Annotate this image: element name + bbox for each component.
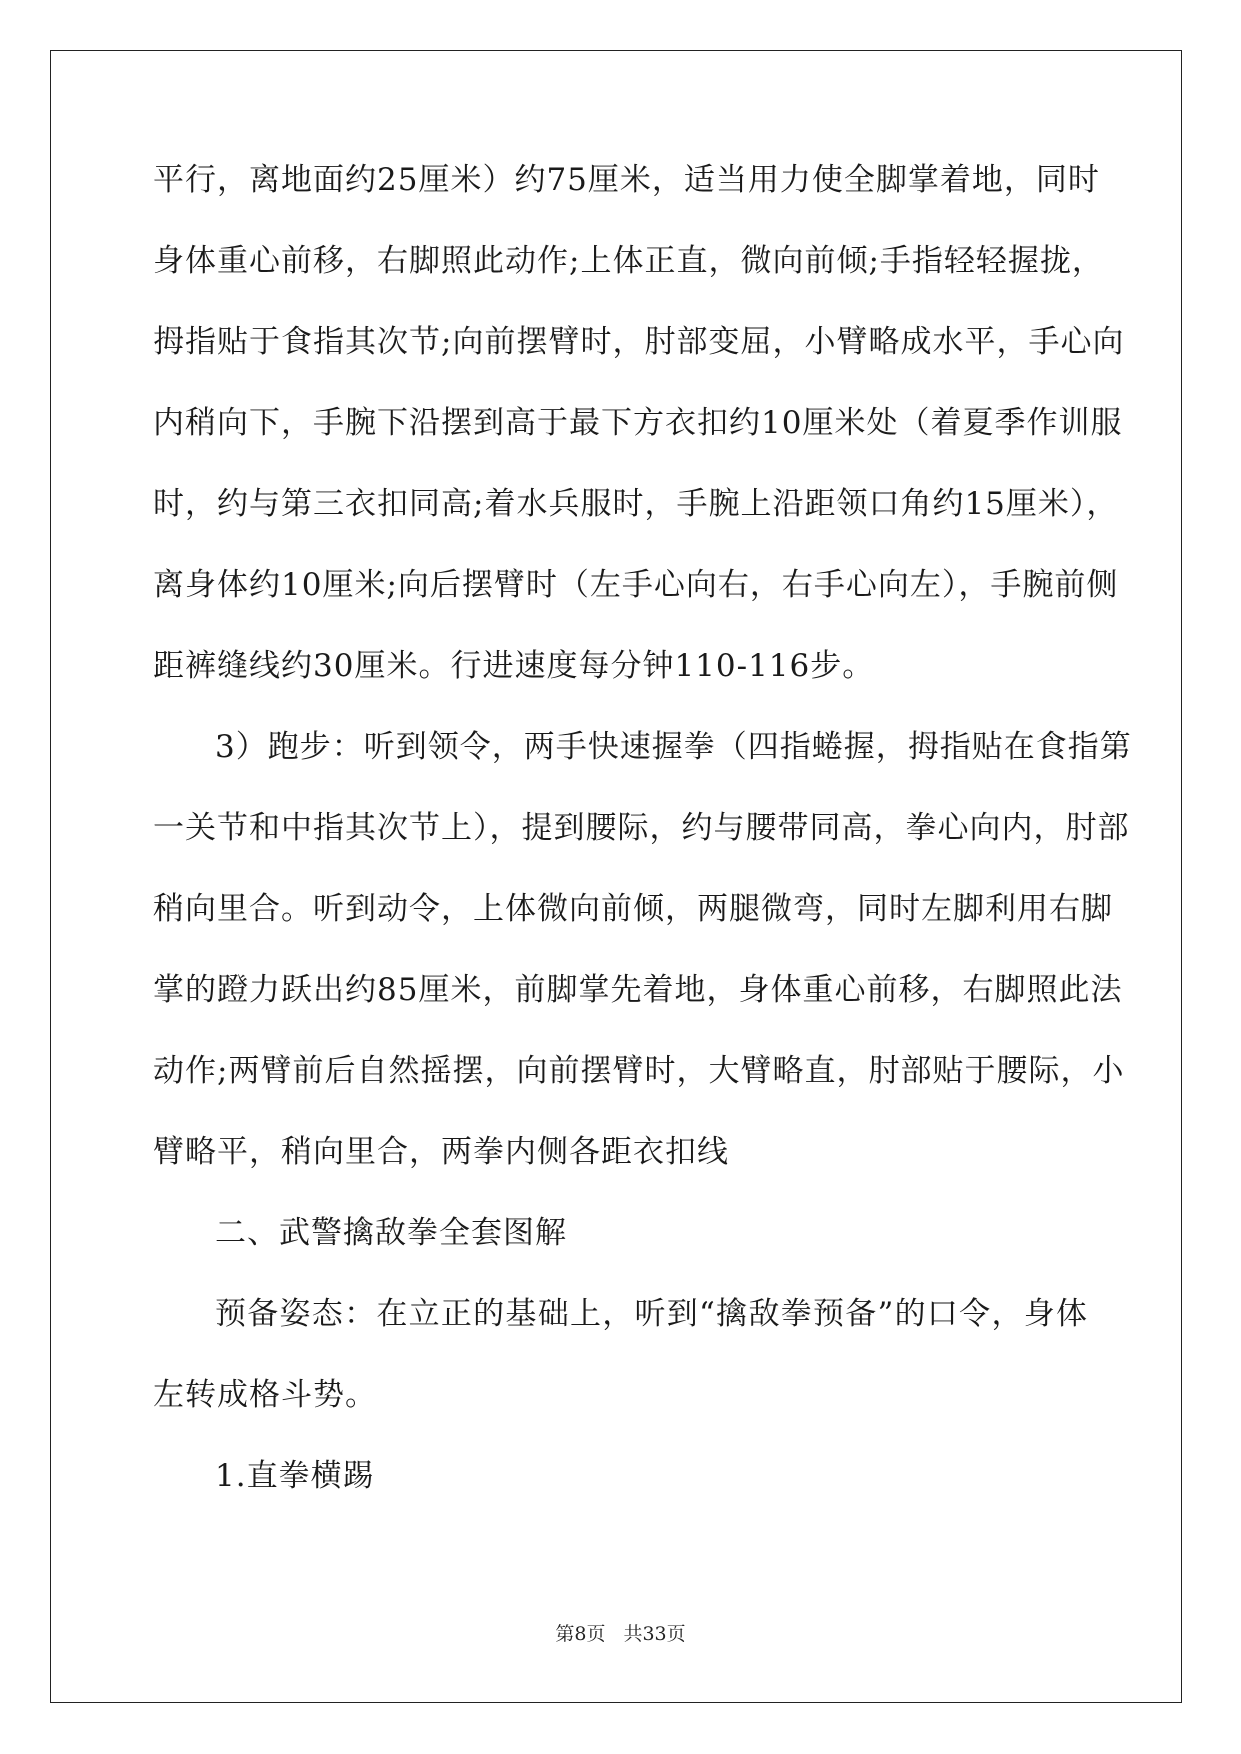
document-body [153,160,1132,1537]
text-line: 拇指贴于食指其次节;向前摆臂时，肘部变屈，小臂略成水平，手心向 [153,324,1125,360]
text-line: 左转成格斗势。 [153,1377,377,1413]
text-line: 掌的蹬力跃出约85厘米，前脚掌先着地，身体重心前移，右脚照此法 [153,972,1123,1008]
text-line: 稍向里合。听到动令，上体微向前倾，两腿微弯，同时左脚利用右脚 [153,891,1113,927]
page-number: 第8页 [555,1623,606,1645]
text-line: 预备姿态：在立正的基础上，听到“擒敌拳预备”的口令，身体 [215,1296,1088,1332]
text-line: 距裤缝线约30厘米。行进速度每分钟110-116步。 [153,648,875,684]
text-line: 动作;两臂前后自然摇摆，向前摆臂时，大臂略直，肘部贴于腰际，小 [153,1053,1125,1089]
text-line: 平行，离地面约25厘米）约75厘米，适当用力使全脚掌着地，同时 [153,162,1100,198]
page-footer [0,1619,1241,1646]
subsection-heading: 1.直拳横踢 [215,1458,375,1494]
page-total: 共33页 [623,1623,686,1645]
text-line: 时，约与第三衣扣同高;着水兵服时，手腕上沿距领口角约15厘米）， [153,486,1119,522]
section-heading: 二、武警擒敌拳全套图解 [215,1215,567,1251]
text-line: 3）跑步：听到领令，两手快速握拳（四指蜷握，拇指贴在食指第 [215,729,1132,765]
text-line: 身体重心前移，右脚照此动作;上体正直，微向前倾;手指轻轻握拢， [153,243,1104,279]
text-line: 离身体约10厘米;向后摆臂时（左手心向右，右手心向左），手腕前侧 [153,567,1119,603]
text-line: 内稍向下，手腕下沿摆到高于最下方衣扣约10厘米处（着夏季作训服 [153,405,1123,441]
text-line: 一关节和中指其次节上），提到腰际，约与腰带同高，拳心向内，肘部 [153,810,1130,846]
text-line: 臂略平，稍向里合，两拳内侧各距衣扣线 [153,1134,729,1170]
